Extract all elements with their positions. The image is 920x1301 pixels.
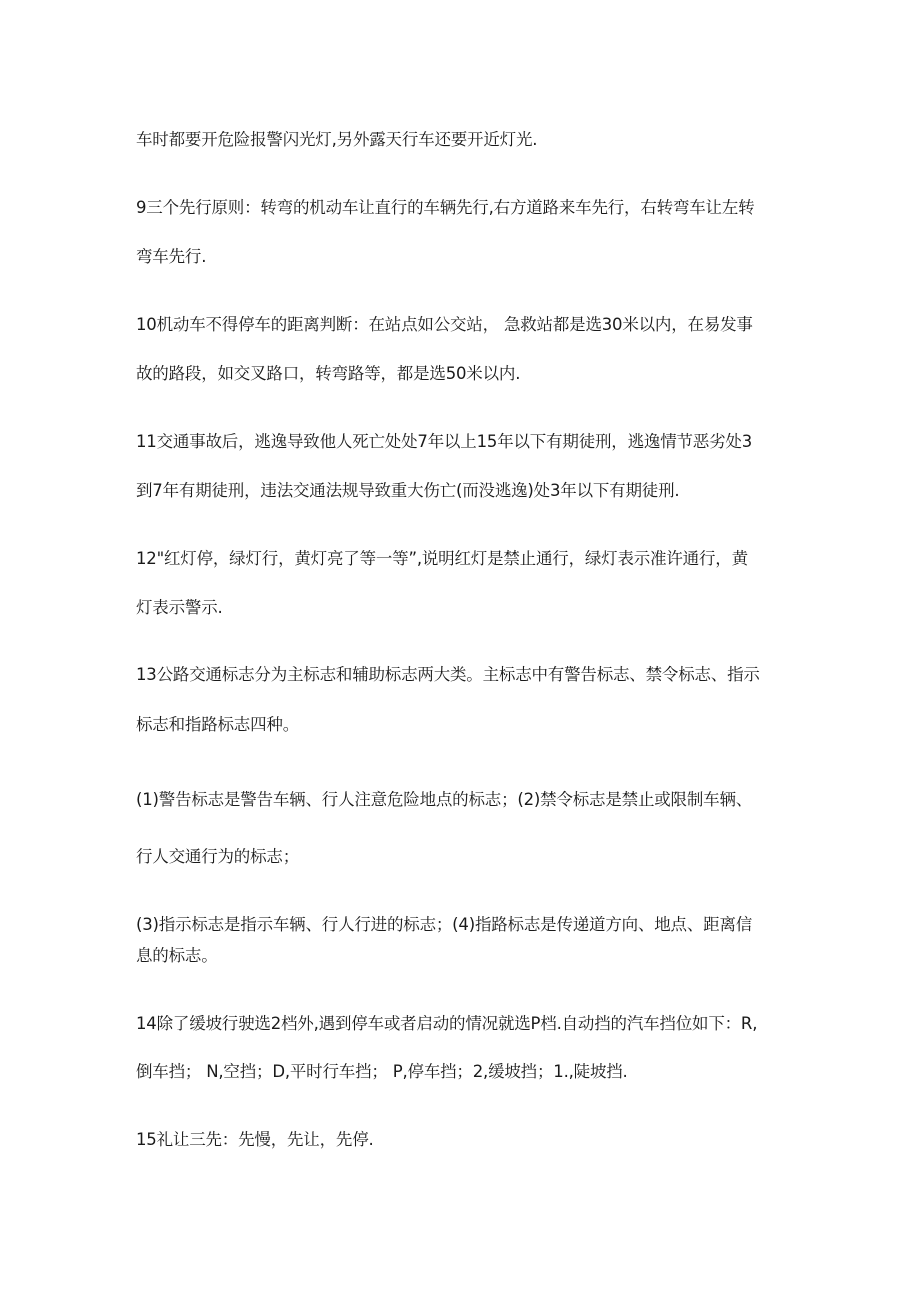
- text-line: 9三个先行原则：转弯的机动车让直行的车辆先行,右方道路来车先行，右转弯车让左转: [136, 198, 755, 217]
- text-line: 到7年有期徒刑，违法交通法规导致重大伤亡(而没逃逸)处3年以下有期徒刑.: [136, 481, 680, 500]
- text-line: 13公路交通标志分为主标志和辅助标志两大类。主标志中有警告标志、禁令标志、指示: [136, 665, 760, 684]
- text-line: 弯车先行.: [136, 247, 207, 266]
- text-line: 11交通事故后，逃逸导致他人死亡处处7年以上15年以下有期徒刑，逃逸情节恶劣处3: [136, 432, 752, 451]
- text-line: 车时都要开危险报警闪光灯,另外露天行车还要开近灯光.: [136, 130, 538, 149]
- text-line: 行人交通行为的标志；: [136, 847, 300, 866]
- text-line: 10机动车不得停车的距离判断：在站点如公交站， 急救站都是选30米以内，在易发事: [136, 315, 753, 334]
- text-line: (3)指示标志是指示车辆、行人行进的标志；(4)指路标志是传递道方向、地点、距离信: [136, 915, 753, 934]
- text-line: 14除了缓坡行驶选2档外,遇到停车或者启动的情况就选P档.自动挡的汽车挡位如下：R,: [136, 1014, 758, 1033]
- text-line: 倒车挡； N,空挡；D,平时行车挡； P,停车挡；2,缓坡挡；1.,陡坡挡.: [136, 1062, 628, 1081]
- text-line: 故的路段，如交叉路口，转弯路等，都是选50米以内.: [136, 364, 521, 383]
- text-line: (1)警告标志是警告车辆、行人注意危险地点的标志；(2)禁令标志是禁止或限制车辆、: [136, 790, 753, 809]
- text-line: 标志和指路标志四种。: [136, 715, 300, 734]
- text-line: 15礼让三先：先慢，先让，先停.: [136, 1130, 374, 1149]
- text-line: 息的标志。: [136, 946, 218, 965]
- text-line: 灯表示警示.: [136, 598, 223, 617]
- text-line: 12"红灯停，绿灯行，黄灯亮了等一等”,说明红灯是禁止通行，绿灯表示准许通行，黄: [136, 549, 748, 568]
